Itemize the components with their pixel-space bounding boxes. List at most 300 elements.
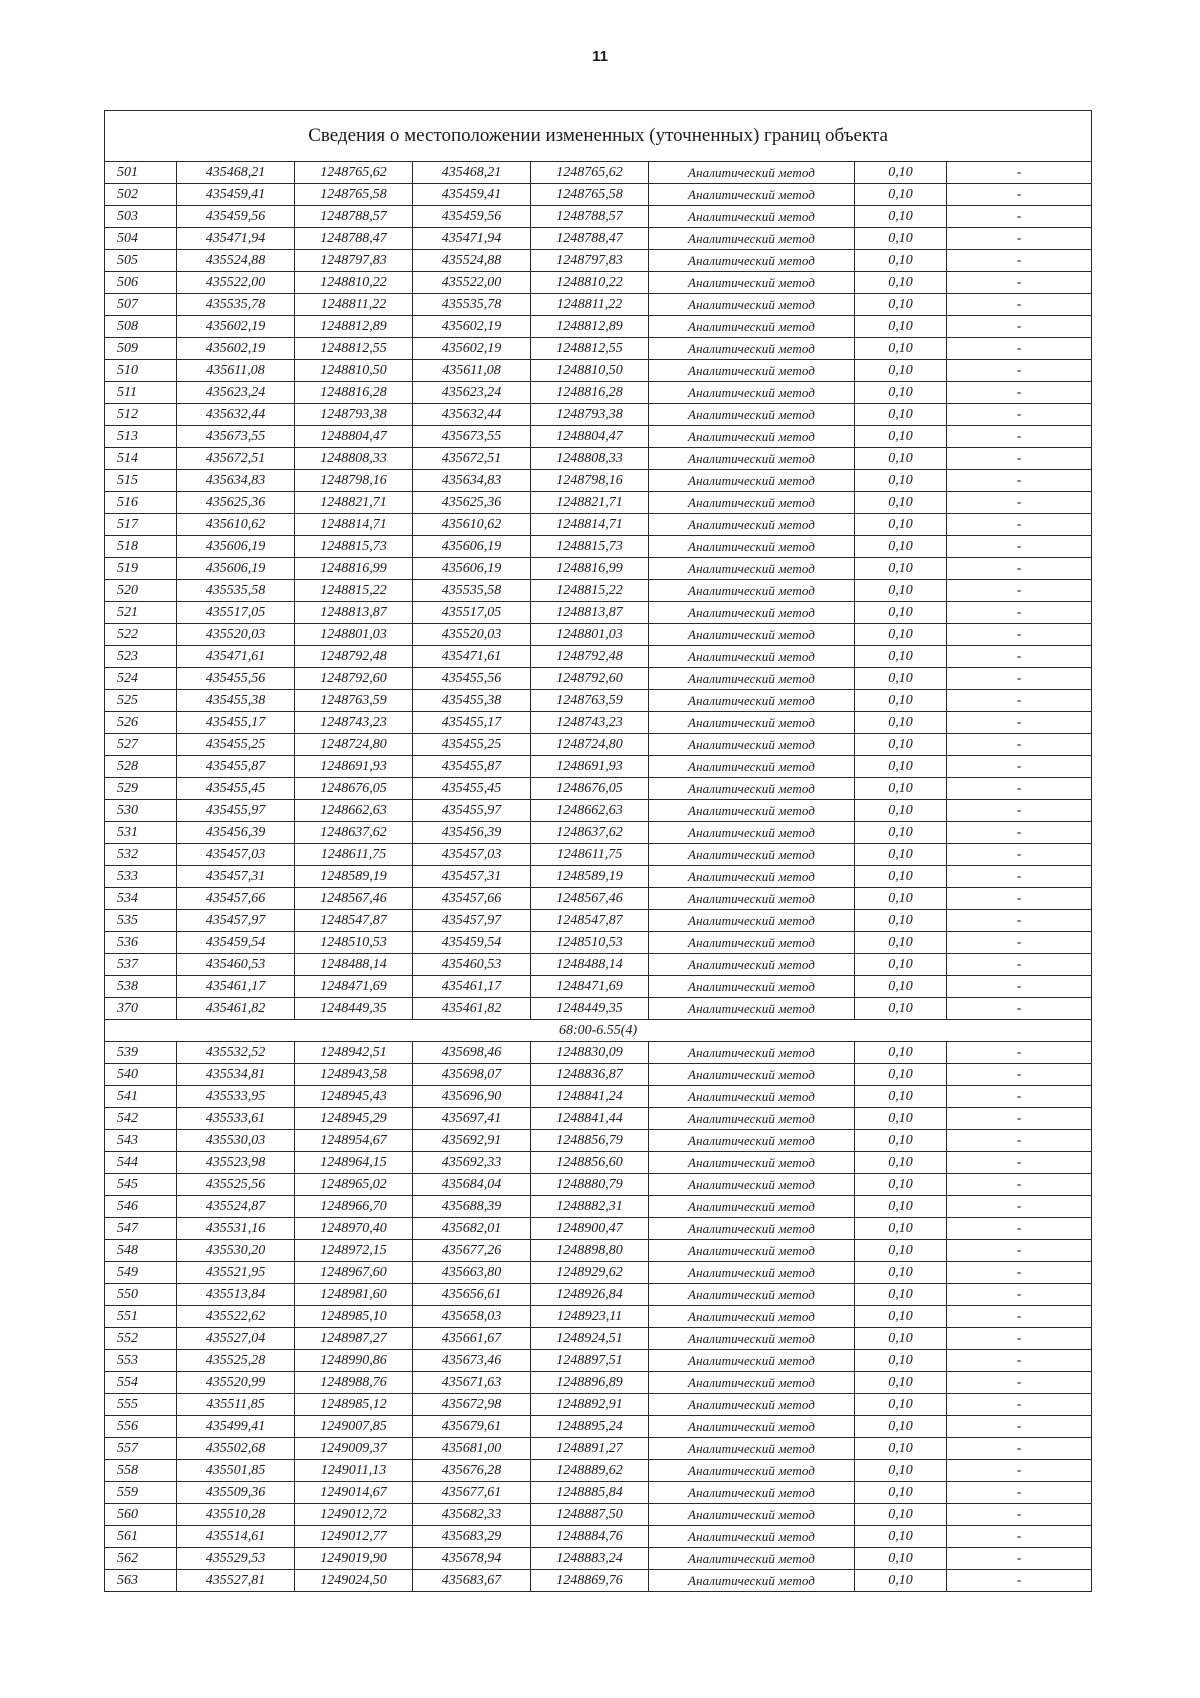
table-row bbox=[105, 1416, 1092, 1438]
y-old-cell: 1248815,73 bbox=[295, 536, 413, 558]
method-cell: Аналитический метод bbox=[649, 1570, 855, 1592]
y-new-cell: 1248812,55 bbox=[531, 338, 649, 360]
x-new-cell: 435461,82 bbox=[413, 998, 531, 1020]
description-cell: - bbox=[947, 404, 1092, 426]
y-old-cell: 1248985,10 bbox=[295, 1306, 413, 1328]
point-number-cell: 507 bbox=[105, 294, 177, 316]
method-cell: Аналитический метод bbox=[649, 976, 855, 998]
y-new-cell: 1248792,60 bbox=[531, 668, 649, 690]
y-old-cell: 1249024,50 bbox=[295, 1570, 413, 1592]
y-new-cell: 1248765,58 bbox=[531, 184, 649, 206]
point-number-cell: 531 bbox=[105, 822, 177, 844]
x-old-cell: 435522,62 bbox=[177, 1306, 295, 1328]
x-old-cell: 435459,54 bbox=[177, 932, 295, 954]
y-new-cell: 1248810,22 bbox=[531, 272, 649, 294]
y-old-cell: 1248662,63 bbox=[295, 800, 413, 822]
y-old-cell: 1248792,60 bbox=[295, 668, 413, 690]
table-row bbox=[105, 602, 1092, 624]
x-old-cell: 435471,61 bbox=[177, 646, 295, 668]
y-old-cell: 1248945,29 bbox=[295, 1108, 413, 1130]
x-old-cell: 435468,21 bbox=[177, 162, 295, 184]
x-new-cell: 435661,67 bbox=[413, 1328, 531, 1350]
table-row bbox=[105, 954, 1092, 976]
y-old-cell: 1248810,22 bbox=[295, 272, 413, 294]
y-old-cell: 1248945,43 bbox=[295, 1086, 413, 1108]
description-cell: - bbox=[947, 624, 1092, 646]
description-cell: - bbox=[947, 1570, 1092, 1592]
y-new-cell: 1248471,69 bbox=[531, 976, 649, 998]
x-new-cell: 435456,39 bbox=[413, 822, 531, 844]
y-new-cell: 1248869,76 bbox=[531, 1570, 649, 1592]
method-cell: Аналитический метод bbox=[649, 1460, 855, 1482]
method-cell: Аналитический метод bbox=[649, 1086, 855, 1108]
point-number-cell: 522 bbox=[105, 624, 177, 646]
accuracy-cell: 0,10 bbox=[855, 272, 947, 294]
y-old-cell: 1248964,15 bbox=[295, 1152, 413, 1174]
table-row bbox=[105, 1504, 1092, 1526]
x-old-cell: 435514,61 bbox=[177, 1526, 295, 1548]
description-cell: - bbox=[947, 426, 1092, 448]
description-cell: - bbox=[947, 1306, 1092, 1328]
x-old-cell: 435534,81 bbox=[177, 1064, 295, 1086]
x-old-cell: 435625,36 bbox=[177, 492, 295, 514]
y-old-cell: 1248954,67 bbox=[295, 1130, 413, 1152]
method-cell: Аналитический метод bbox=[649, 294, 855, 316]
x-old-cell: 435521,95 bbox=[177, 1262, 295, 1284]
table-row bbox=[105, 1240, 1092, 1262]
x-new-cell: 435672,51 bbox=[413, 448, 531, 470]
y-new-cell: 1248510,53 bbox=[531, 932, 649, 954]
y-new-cell: 1248897,51 bbox=[531, 1350, 649, 1372]
y-old-cell: 1248990,86 bbox=[295, 1350, 413, 1372]
accuracy-cell: 0,10 bbox=[855, 1350, 947, 1372]
y-old-cell: 1248804,47 bbox=[295, 426, 413, 448]
table-row bbox=[105, 1482, 1092, 1504]
point-number-cell: 558 bbox=[105, 1460, 177, 1482]
table-row bbox=[105, 1152, 1092, 1174]
table-row bbox=[105, 470, 1092, 492]
accuracy-cell: 0,10 bbox=[855, 470, 947, 492]
y-old-cell: 1248765,58 bbox=[295, 184, 413, 206]
x-old-cell: 435456,39 bbox=[177, 822, 295, 844]
y-new-cell: 1248449,35 bbox=[531, 998, 649, 1020]
y-old-cell: 1248985,12 bbox=[295, 1394, 413, 1416]
x-new-cell: 435623,24 bbox=[413, 382, 531, 404]
x-new-cell: 435606,19 bbox=[413, 536, 531, 558]
method-cell: Аналитический метод bbox=[649, 1306, 855, 1328]
y-new-cell: 1248889,62 bbox=[531, 1460, 649, 1482]
description-cell: - bbox=[947, 272, 1092, 294]
x-new-cell: 435676,28 bbox=[413, 1460, 531, 1482]
x-old-cell: 435522,00 bbox=[177, 272, 295, 294]
y-new-cell: 1248804,47 bbox=[531, 426, 649, 448]
x-old-cell: 435610,62 bbox=[177, 514, 295, 536]
x-new-cell: 435632,44 bbox=[413, 404, 531, 426]
point-number-cell: 555 bbox=[105, 1394, 177, 1416]
method-cell: Аналитический метод bbox=[649, 382, 855, 404]
y-old-cell: 1248788,47 bbox=[295, 228, 413, 250]
point-number-cell: 561 bbox=[105, 1526, 177, 1548]
x-new-cell: 435471,61 bbox=[413, 646, 531, 668]
accuracy-cell: 0,10 bbox=[855, 998, 947, 1020]
point-number-cell: 547 bbox=[105, 1218, 177, 1240]
accuracy-cell: 0,10 bbox=[855, 404, 947, 426]
table-row bbox=[105, 514, 1092, 536]
description-cell: - bbox=[947, 998, 1092, 1020]
x-old-cell: 435530,20 bbox=[177, 1240, 295, 1262]
x-new-cell: 435677,26 bbox=[413, 1240, 531, 1262]
point-number-cell: 552 bbox=[105, 1328, 177, 1350]
method-cell: Аналитический метод bbox=[649, 822, 855, 844]
description-cell: - bbox=[947, 1394, 1092, 1416]
table-row bbox=[105, 1262, 1092, 1284]
x-new-cell: 435658,03 bbox=[413, 1306, 531, 1328]
x-new-cell: 435684,04 bbox=[413, 1174, 531, 1196]
description-cell: - bbox=[947, 492, 1092, 514]
point-number-cell: 537 bbox=[105, 954, 177, 976]
method-cell: Аналитический метод bbox=[649, 1130, 855, 1152]
y-new-cell: 1248887,50 bbox=[531, 1504, 649, 1526]
x-old-cell: 435673,55 bbox=[177, 426, 295, 448]
y-old-cell: 1248792,48 bbox=[295, 646, 413, 668]
y-new-cell: 1248743,23 bbox=[531, 712, 649, 734]
x-old-cell: 435471,94 bbox=[177, 228, 295, 250]
description-cell: - bbox=[947, 866, 1092, 888]
y-old-cell: 1249014,67 bbox=[295, 1482, 413, 1504]
accuracy-cell: 0,10 bbox=[855, 1504, 947, 1526]
description-cell: - bbox=[947, 932, 1092, 954]
method-cell: Аналитический метод bbox=[649, 998, 855, 1020]
accuracy-cell: 0,10 bbox=[855, 734, 947, 756]
point-number-cell: 556 bbox=[105, 1416, 177, 1438]
table-row bbox=[105, 998, 1092, 1020]
table-row bbox=[105, 316, 1092, 338]
point-number-cell: 501 bbox=[105, 162, 177, 184]
accuracy-cell: 0,10 bbox=[855, 932, 947, 954]
accuracy-cell: 0,10 bbox=[855, 1570, 947, 1592]
description-cell: - bbox=[947, 756, 1092, 778]
y-new-cell: 1248841,44 bbox=[531, 1108, 649, 1130]
description-cell: - bbox=[947, 1438, 1092, 1460]
x-new-cell: 435459,56 bbox=[413, 206, 531, 228]
point-number-cell: 514 bbox=[105, 448, 177, 470]
y-new-cell: 1248814,71 bbox=[531, 514, 649, 536]
y-new-cell: 1248792,48 bbox=[531, 646, 649, 668]
table-row bbox=[105, 1196, 1092, 1218]
table-row bbox=[105, 162, 1092, 184]
method-cell: Аналитический метод bbox=[649, 1526, 855, 1548]
method-cell: Аналитический метод bbox=[649, 1174, 855, 1196]
accuracy-cell: 0,10 bbox=[855, 250, 947, 272]
x-new-cell: 435698,46 bbox=[413, 1042, 531, 1064]
accuracy-cell: 0,10 bbox=[855, 1130, 947, 1152]
point-number-cell: 535 bbox=[105, 910, 177, 932]
accuracy-cell: 0,10 bbox=[855, 1548, 947, 1570]
method-cell: Аналитический метод bbox=[649, 558, 855, 580]
y-old-cell: 1248816,28 bbox=[295, 382, 413, 404]
x-new-cell: 435625,36 bbox=[413, 492, 531, 514]
x-old-cell: 435634,83 bbox=[177, 470, 295, 492]
x-new-cell: 435610,62 bbox=[413, 514, 531, 536]
table-row bbox=[105, 1108, 1092, 1130]
x-old-cell: 435533,61 bbox=[177, 1108, 295, 1130]
y-old-cell: 1248813,87 bbox=[295, 602, 413, 624]
y-old-cell: 1248812,55 bbox=[295, 338, 413, 360]
method-cell: Аналитический метод bbox=[649, 712, 855, 734]
y-old-cell: 1249012,72 bbox=[295, 1504, 413, 1526]
description-cell: - bbox=[947, 1372, 1092, 1394]
accuracy-cell: 0,10 bbox=[855, 1372, 947, 1394]
point-number-cell: 530 bbox=[105, 800, 177, 822]
x-old-cell: 435455,56 bbox=[177, 668, 295, 690]
description-cell: - bbox=[947, 1504, 1092, 1526]
table-row bbox=[105, 1130, 1092, 1152]
accuracy-cell: 0,10 bbox=[855, 360, 947, 382]
table-title: Сведения о местоположении измененных (уточненных) границ объекта bbox=[105, 111, 1092, 162]
description-cell: - bbox=[947, 976, 1092, 998]
accuracy-cell: 0,10 bbox=[855, 910, 947, 932]
method-cell: Аналитический метод bbox=[649, 954, 855, 976]
point-number-cell: 510 bbox=[105, 360, 177, 382]
x-old-cell: 435455,97 bbox=[177, 800, 295, 822]
accuracy-cell: 0,10 bbox=[855, 602, 947, 624]
x-old-cell: 435510,28 bbox=[177, 1504, 295, 1526]
x-old-cell: 435517,05 bbox=[177, 602, 295, 624]
method-cell: Аналитический метод bbox=[649, 1284, 855, 1306]
accuracy-cell: 0,10 bbox=[855, 888, 947, 910]
point-number-cell: 542 bbox=[105, 1108, 177, 1130]
point-number-cell: 529 bbox=[105, 778, 177, 800]
accuracy-cell: 0,10 bbox=[855, 1438, 947, 1460]
y-new-cell: 1248793,38 bbox=[531, 404, 649, 426]
y-old-cell: 1248637,62 bbox=[295, 822, 413, 844]
x-new-cell: 435678,94 bbox=[413, 1548, 531, 1570]
accuracy-cell: 0,10 bbox=[855, 294, 947, 316]
y-old-cell: 1248788,57 bbox=[295, 206, 413, 228]
description-cell: - bbox=[947, 888, 1092, 910]
y-new-cell: 1248900,47 bbox=[531, 1218, 649, 1240]
table-row bbox=[105, 1570, 1092, 1592]
description-cell: - bbox=[947, 1130, 1092, 1152]
x-new-cell: 435455,97 bbox=[413, 800, 531, 822]
x-old-cell: 435533,95 bbox=[177, 1086, 295, 1108]
method-cell: Аналитический метод bbox=[649, 910, 855, 932]
y-new-cell: 1248765,62 bbox=[531, 162, 649, 184]
method-cell: Аналитический метод bbox=[649, 536, 855, 558]
accuracy-cell: 0,10 bbox=[855, 778, 947, 800]
description-cell: - bbox=[947, 778, 1092, 800]
description-cell: - bbox=[947, 1350, 1092, 1372]
description-cell: - bbox=[947, 690, 1092, 712]
accuracy-cell: 0,10 bbox=[855, 1328, 947, 1350]
y-new-cell: 1248836,87 bbox=[531, 1064, 649, 1086]
description-cell: - bbox=[947, 1262, 1092, 1284]
y-new-cell: 1248856,60 bbox=[531, 1152, 649, 1174]
accuracy-cell: 0,10 bbox=[855, 228, 947, 250]
accuracy-cell: 0,10 bbox=[855, 1174, 947, 1196]
description-cell: - bbox=[947, 580, 1092, 602]
table-row bbox=[105, 844, 1092, 866]
description-cell: - bbox=[947, 316, 1092, 338]
description-cell: - bbox=[947, 910, 1092, 932]
description-cell: - bbox=[947, 734, 1092, 756]
accuracy-cell: 0,10 bbox=[855, 316, 947, 338]
x-old-cell: 435511,85 bbox=[177, 1394, 295, 1416]
point-number-cell: 506 bbox=[105, 272, 177, 294]
x-old-cell: 435532,52 bbox=[177, 1042, 295, 1064]
table-row bbox=[105, 1218, 1092, 1240]
description-cell: - bbox=[947, 250, 1092, 272]
y-new-cell: 1248882,31 bbox=[531, 1196, 649, 1218]
y-new-cell: 1248841,24 bbox=[531, 1086, 649, 1108]
y-new-cell: 1248662,63 bbox=[531, 800, 649, 822]
x-old-cell: 435520,99 bbox=[177, 1372, 295, 1394]
description-cell: - bbox=[947, 1548, 1092, 1570]
table-row bbox=[105, 1460, 1092, 1482]
table-row bbox=[105, 1438, 1092, 1460]
boundary-coordinates-table bbox=[104, 110, 1092, 1592]
y-old-cell: 1248676,05 bbox=[295, 778, 413, 800]
x-new-cell: 435671,63 bbox=[413, 1372, 531, 1394]
table-row bbox=[105, 1284, 1092, 1306]
point-number-cell: 541 bbox=[105, 1086, 177, 1108]
x-new-cell: 435455,45 bbox=[413, 778, 531, 800]
x-old-cell: 435520,03 bbox=[177, 624, 295, 646]
point-number-cell: 518 bbox=[105, 536, 177, 558]
y-new-cell: 1248898,80 bbox=[531, 1240, 649, 1262]
y-new-cell: 1248637,62 bbox=[531, 822, 649, 844]
y-old-cell: 1248943,58 bbox=[295, 1064, 413, 1086]
y-new-cell: 1248891,27 bbox=[531, 1438, 649, 1460]
x-new-cell: 435455,38 bbox=[413, 690, 531, 712]
x-old-cell: 435527,04 bbox=[177, 1328, 295, 1350]
y-new-cell: 1248788,47 bbox=[531, 228, 649, 250]
accuracy-cell: 0,10 bbox=[855, 866, 947, 888]
description-cell: - bbox=[947, 1196, 1092, 1218]
accuracy-cell: 0,10 bbox=[855, 646, 947, 668]
x-old-cell: 435461,82 bbox=[177, 998, 295, 1020]
accuracy-cell: 0,10 bbox=[855, 536, 947, 558]
y-new-cell: 1248810,50 bbox=[531, 360, 649, 382]
description-cell: - bbox=[947, 558, 1092, 580]
y-old-cell: 1248471,69 bbox=[295, 976, 413, 998]
x-old-cell: 435524,87 bbox=[177, 1196, 295, 1218]
point-number-cell: 508 bbox=[105, 316, 177, 338]
x-old-cell: 435457,97 bbox=[177, 910, 295, 932]
x-old-cell: 435529,53 bbox=[177, 1548, 295, 1570]
x-new-cell: 435459,54 bbox=[413, 932, 531, 954]
point-number-cell: 517 bbox=[105, 514, 177, 536]
point-number-cell: 562 bbox=[105, 1548, 177, 1570]
method-cell: Аналитический метод bbox=[649, 1152, 855, 1174]
y-old-cell: 1248981,60 bbox=[295, 1284, 413, 1306]
accuracy-cell: 0,10 bbox=[855, 1284, 947, 1306]
x-new-cell: 435455,17 bbox=[413, 712, 531, 734]
point-number-cell: 545 bbox=[105, 1174, 177, 1196]
x-new-cell: 435460,53 bbox=[413, 954, 531, 976]
method-cell: Аналитический метод bbox=[649, 1262, 855, 1284]
method-cell: Аналитический метод bbox=[649, 1438, 855, 1460]
table-row bbox=[105, 646, 1092, 668]
x-new-cell: 435672,98 bbox=[413, 1394, 531, 1416]
method-cell: Аналитический метод bbox=[649, 668, 855, 690]
x-old-cell: 435457,66 bbox=[177, 888, 295, 910]
method-cell: Аналитический метод bbox=[649, 228, 855, 250]
accuracy-cell: 0,10 bbox=[855, 1108, 947, 1130]
x-new-cell: 435677,61 bbox=[413, 1482, 531, 1504]
method-cell: Аналитический метод bbox=[649, 778, 855, 800]
y-new-cell: 1248788,57 bbox=[531, 206, 649, 228]
point-number-cell: 370 bbox=[105, 998, 177, 1020]
point-number-cell: 512 bbox=[105, 404, 177, 426]
point-number-cell: 533 bbox=[105, 866, 177, 888]
y-new-cell: 1248547,87 bbox=[531, 910, 649, 932]
y-new-cell: 1248798,16 bbox=[531, 470, 649, 492]
x-new-cell: 435698,07 bbox=[413, 1064, 531, 1086]
y-old-cell: 1248793,38 bbox=[295, 404, 413, 426]
table-row bbox=[105, 294, 1092, 316]
y-old-cell: 1248811,22 bbox=[295, 294, 413, 316]
method-cell: Аналитический метод bbox=[649, 1240, 855, 1262]
accuracy-cell: 0,10 bbox=[855, 668, 947, 690]
method-cell: Аналитический метод bbox=[649, 602, 855, 624]
accuracy-cell: 0,10 bbox=[855, 1042, 947, 1064]
y-old-cell: 1248972,15 bbox=[295, 1240, 413, 1262]
table-row bbox=[105, 932, 1092, 954]
description-cell: - bbox=[947, 602, 1092, 624]
y-new-cell: 1248488,14 bbox=[531, 954, 649, 976]
y-new-cell: 1248880,79 bbox=[531, 1174, 649, 1196]
x-new-cell: 435457,03 bbox=[413, 844, 531, 866]
x-old-cell: 435499,41 bbox=[177, 1416, 295, 1438]
x-old-cell: 435459,56 bbox=[177, 206, 295, 228]
accuracy-cell: 0,10 bbox=[855, 844, 947, 866]
table-row bbox=[105, 558, 1092, 580]
x-new-cell: 435522,00 bbox=[413, 272, 531, 294]
x-new-cell: 435683,29 bbox=[413, 1526, 531, 1548]
table-row bbox=[105, 448, 1092, 470]
table-row bbox=[105, 1526, 1092, 1548]
method-cell: Аналитический метод bbox=[649, 888, 855, 910]
section-row bbox=[105, 1020, 1092, 1042]
table-row bbox=[105, 1086, 1092, 1108]
x-new-cell: 435682,33 bbox=[413, 1504, 531, 1526]
x-old-cell: 435455,25 bbox=[177, 734, 295, 756]
y-old-cell: 1248942,51 bbox=[295, 1042, 413, 1064]
y-old-cell: 1248547,87 bbox=[295, 910, 413, 932]
point-number-cell: 559 bbox=[105, 1482, 177, 1504]
y-new-cell: 1248884,76 bbox=[531, 1526, 649, 1548]
y-old-cell: 1248724,80 bbox=[295, 734, 413, 756]
y-new-cell: 1248896,89 bbox=[531, 1372, 649, 1394]
x-new-cell: 435681,00 bbox=[413, 1438, 531, 1460]
description-cell: - bbox=[947, 382, 1092, 404]
method-cell: Аналитический метод bbox=[649, 426, 855, 448]
y-old-cell: 1248488,14 bbox=[295, 954, 413, 976]
method-cell: Аналитический метод bbox=[649, 338, 855, 360]
accuracy-cell: 0,10 bbox=[855, 756, 947, 778]
method-cell: Аналитический метод bbox=[649, 756, 855, 778]
accuracy-cell: 0,10 bbox=[855, 690, 947, 712]
method-cell: Аналитический метод bbox=[649, 1196, 855, 1218]
method-cell: Аналитический метод bbox=[649, 844, 855, 866]
description-cell: - bbox=[947, 844, 1092, 866]
table-row bbox=[105, 756, 1092, 778]
accuracy-cell: 0,10 bbox=[855, 1218, 947, 1240]
accuracy-cell: 0,10 bbox=[855, 1526, 947, 1548]
x-new-cell: 435535,58 bbox=[413, 580, 531, 602]
point-number-cell: 546 bbox=[105, 1196, 177, 1218]
